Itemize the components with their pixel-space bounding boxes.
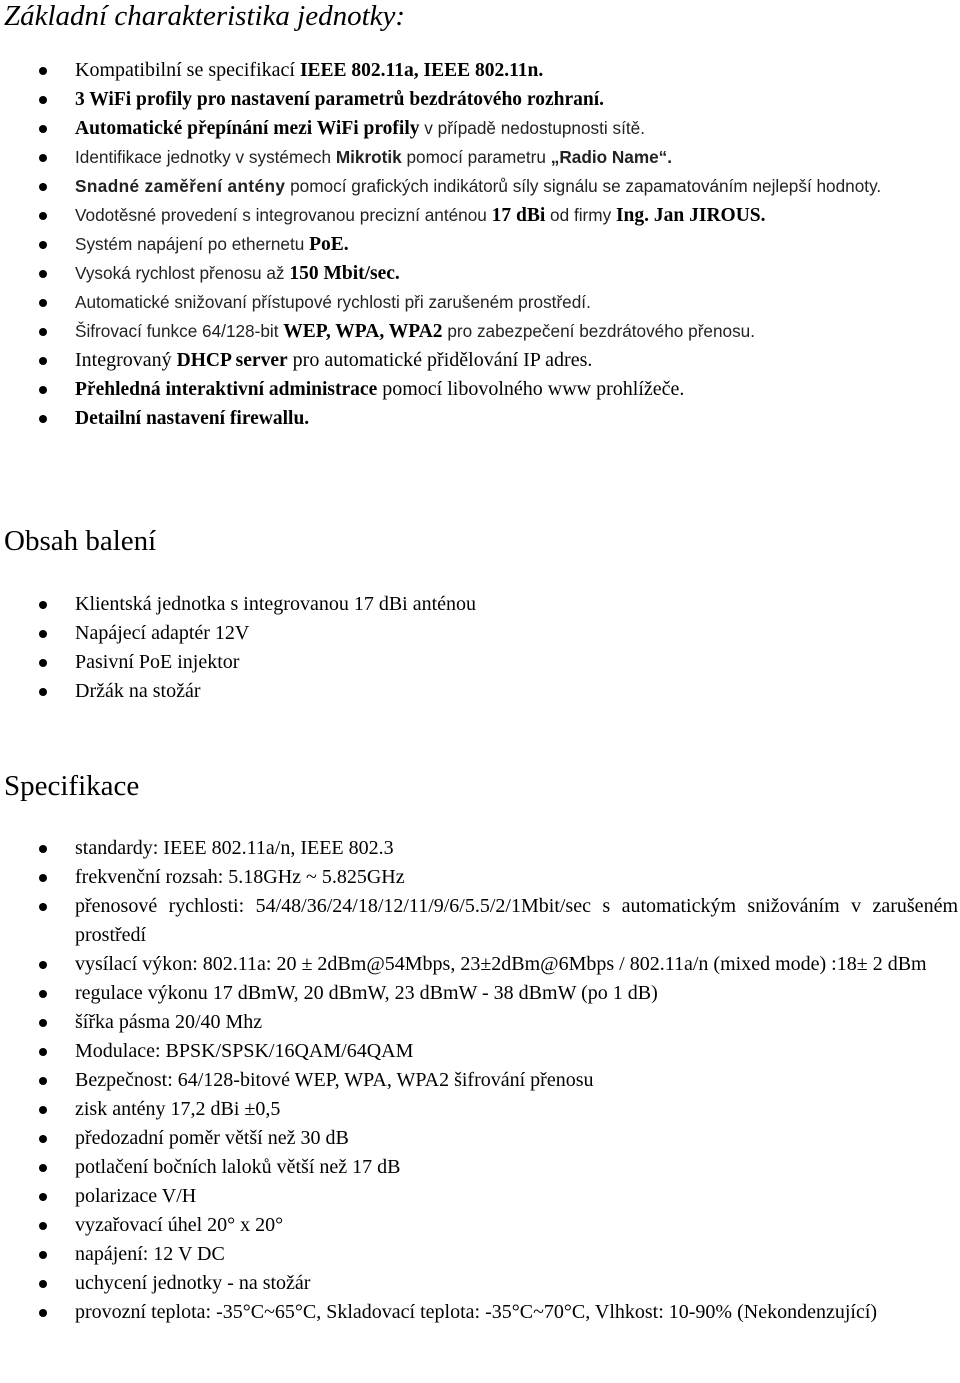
list-item: Bezpečnost: 64/128-bitové WEP, WPA, WPA2 šifrování přenosu bbox=[0, 1066, 960, 1095]
bullet-icon bbox=[39, 688, 47, 696]
bullet-icon bbox=[39, 659, 47, 667]
list-item: předozadní poměr větší než 30 dB bbox=[0, 1124, 960, 1153]
bullet-icon bbox=[39, 845, 47, 853]
bullet-icon bbox=[39, 357, 47, 365]
bullet-icon bbox=[39, 1019, 47, 1027]
list-item: Pasivní PoE injektor bbox=[0, 648, 960, 677]
list-item: Šifrovací funkce 64/128-bit WEP, WPA, WPA2 pro zabezpečení bezdrátového přenosu. bbox=[0, 317, 960, 346]
bullet-icon bbox=[39, 990, 47, 998]
list-item: Klientská jednotka s integrovanou 17 dBi anténou bbox=[0, 590, 960, 619]
list-item: Držák na stožár bbox=[0, 677, 960, 706]
list-item: přenosové rychlosti: 54/48/36/24/18/12/11/9/6/5.5/2/1Mbit/sec s automatickým snižováním v zarušeném prostředí bbox=[0, 892, 960, 950]
bullet-icon bbox=[39, 183, 47, 191]
list-item: regulace výkonu 17 dBmW, 20 dBmW, 23 dBmW - 38 dBmW (po 1 dB) bbox=[0, 979, 960, 1008]
list-item: uchycení jednotky - na stožár bbox=[0, 1269, 960, 1298]
list-item: Identifikace jednotky v systémech Mikrotik pomocí parametru „Radio Name“. bbox=[0, 143, 960, 172]
bullet-icon bbox=[39, 67, 47, 75]
list-item: Automatické přepínání mezi WiFi profily v případě nedostupnosti sítě. bbox=[0, 114, 960, 143]
list-item: Kompatibilní se specifikací IEEE 802.11a, IEEE 802.11n. bbox=[0, 56, 960, 85]
list-item: Modulace: BPSK/SPSK/16QAM/64QAM bbox=[0, 1037, 960, 1066]
list-item: šířka pásma 20/40 Mhz bbox=[0, 1008, 960, 1037]
list-item: frekvenční rozsah: 5.18GHz ~ 5.825GHz bbox=[0, 863, 960, 892]
list-item: Automatické snižovaní přístupové rychlosti při zarušeném prostředí. bbox=[0, 288, 960, 317]
bullet-icon bbox=[39, 1309, 47, 1317]
bullet-icon bbox=[39, 1164, 47, 1172]
bullet-icon bbox=[39, 241, 47, 249]
list-item: 3 WiFi profily pro nastavení parametrů bezdrátového rozhraní. bbox=[0, 85, 960, 114]
bullet-icon bbox=[39, 1222, 47, 1230]
bullet-icon bbox=[39, 601, 47, 609]
bullet-icon bbox=[39, 96, 47, 104]
list-item: Snadné zaměření antény pomocí grafických indikátorů síly signálu se zapamatováním nejlepší hodnoty. bbox=[0, 172, 960, 201]
list-item: Integrovaný DHCP server pro automatické přidělování IP adres. bbox=[0, 346, 960, 375]
list-item: Detailní nastavení firewallu. bbox=[0, 404, 960, 433]
list-item: Vysoká rychlost přenosu až 150 Mbit/sec. bbox=[0, 259, 960, 288]
bullet-icon bbox=[39, 270, 47, 278]
list-item: Přehledná interaktivní administrace pomocí libovolného www prohlížeče. bbox=[0, 375, 960, 404]
bullet-icon bbox=[39, 125, 47, 133]
bullet-icon bbox=[39, 415, 47, 423]
heading-package: Obsah balení bbox=[4, 525, 157, 557]
list-item: polarizace V/H bbox=[0, 1182, 960, 1211]
list-item: napájení: 12 V DC bbox=[0, 1240, 960, 1269]
bullet-icon bbox=[39, 212, 47, 220]
bullet-icon bbox=[39, 1251, 47, 1259]
package-list bbox=[0, 590, 960, 706]
characteristics-list bbox=[0, 56, 960, 433]
bullet-icon bbox=[39, 328, 47, 336]
list-item: Napájecí adaptér 12V bbox=[0, 619, 960, 648]
specs-list bbox=[0, 834, 960, 1327]
list-item: vysílací výkon: 802.11a: 20 ± 2dBm@54Mbps, 23±2dBm@6Mbps / 802.11a/n (mixed mode) :18± 2 dBm bbox=[0, 950, 960, 979]
bullet-icon bbox=[39, 903, 47, 911]
list-item: Systém napájení po ethernetu PoE. bbox=[0, 230, 960, 259]
bullet-icon bbox=[39, 1048, 47, 1056]
bullet-icon bbox=[39, 1135, 47, 1143]
bullet-icon bbox=[39, 1193, 47, 1201]
bullet-icon bbox=[39, 1280, 47, 1288]
bullet-icon bbox=[39, 1077, 47, 1085]
bullet-icon bbox=[39, 961, 47, 969]
bullet-icon bbox=[39, 154, 47, 162]
bullet-icon bbox=[39, 299, 47, 307]
list-item: provozní teplota: -35°C~65°C, Skladovací teplota: -35°C~70°C, Vlhkost: 10-90% (Nekondenzující) bbox=[0, 1298, 960, 1327]
heading-specs: Specifikace bbox=[4, 770, 140, 802]
list-item: vyzařovací úhel 20° x 20° bbox=[0, 1211, 960, 1240]
bullet-icon bbox=[39, 1106, 47, 1114]
list-item: Vodotěsné provedení s integrovanou precizní anténou 17 dBi od firmy Ing. Jan JIROUS. bbox=[0, 201, 960, 230]
bullet-icon bbox=[39, 630, 47, 638]
list-item: standardy: IEEE 802.11a/n, IEEE 802.3 bbox=[0, 834, 960, 863]
bullet-icon bbox=[39, 386, 47, 394]
bullet-icon bbox=[39, 874, 47, 882]
list-item: potlačení bočních laloků větší než 17 dB bbox=[0, 1153, 960, 1182]
list-item: zisk antény 17,2 dBi ±0,5 bbox=[0, 1095, 960, 1124]
heading-characteristics: Základní charakteristika jednotky: bbox=[4, 0, 406, 32]
